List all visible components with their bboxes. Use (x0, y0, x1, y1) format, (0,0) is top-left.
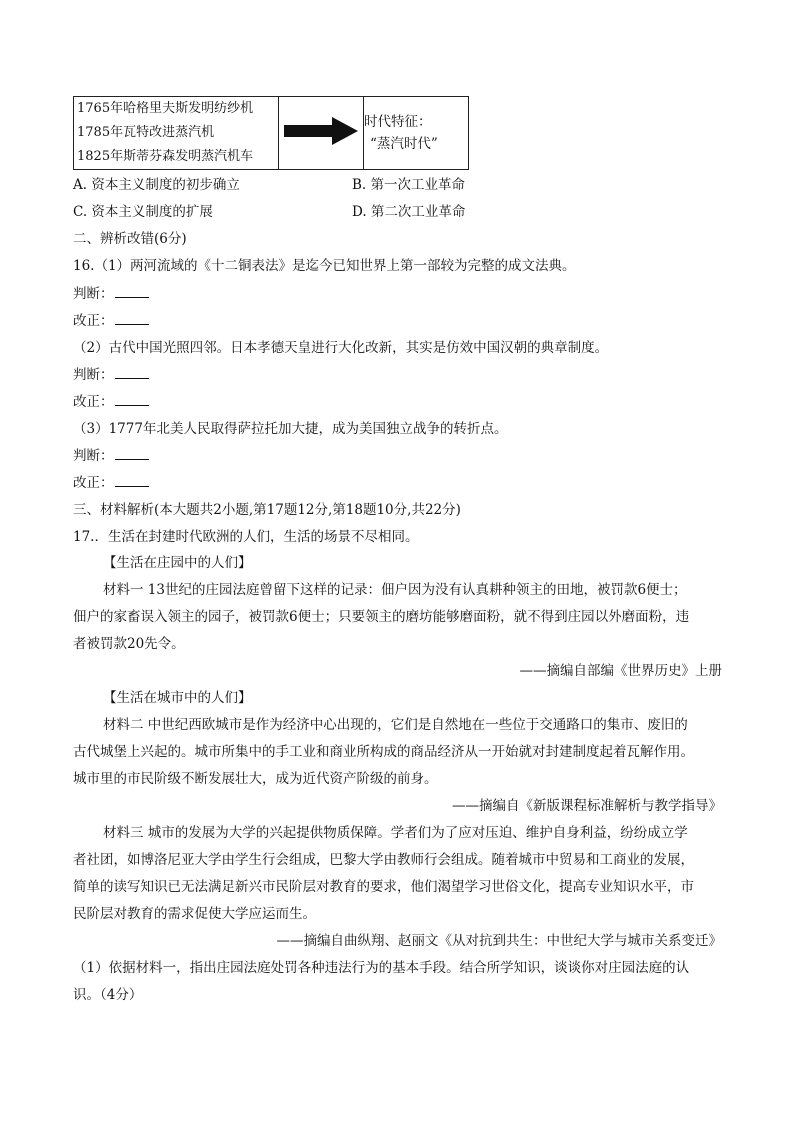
answer-blank[interactable] (115, 473, 149, 487)
event-line: 1825年斯蒂芬森发明蒸汽机车 (77, 149, 254, 164)
option-a: A. 资本主义制度的初步确立 (73, 177, 240, 193)
judge-label: 判断： (73, 448, 114, 464)
question-16-3: （3）1777年北美人民取得萨拉托加大捷，成为美国独立战争的转折点。 (73, 421, 508, 437)
feature-label: 时代特征： (364, 114, 432, 130)
correct-line-3 (73, 473, 149, 493)
question-17-1: （1）依据材料一，指出庄园法庭处罚各种违法行为的基本手段。结合所学知识，谈谈你对庄园法庭的认 (73, 960, 690, 976)
material-3-line: 民阶层对教育的需求促使大学应运而生。 (73, 906, 316, 922)
subsection-title-city: 【生活在城市中的人们】 (103, 690, 252, 706)
material-2-line: 材料二 中世纪西欧城市是作为经济中心出现的，它们是自然地在一些位于交通路口的集市、废旧的 (103, 717, 688, 733)
question-16-1: 16.（1）两河流域的《十二铜表法》是迄今已知世界上第一部较为完整的成文法典。 (73, 258, 576, 274)
section3-heading (73, 500, 461, 520)
option-b: B. 第一次工业革命 (352, 177, 466, 193)
feature-cell (364, 97, 469, 170)
subsection-title-manor: 【生活在庄园中的人们】 (103, 555, 252, 571)
feature-value: “蒸汽时代” (370, 136, 438, 152)
correct-line-2 (73, 392, 149, 412)
section3-heading-text: 三、材料解析(本大题共2小题,第17题12分,第18题10分,共22分) (73, 502, 461, 518)
answer-blank[interactable] (115, 284, 149, 298)
option-c: C. 资本主义制度的扩展 (73, 204, 213, 220)
option-d: D. 第二次工业革命 (352, 204, 466, 220)
events-cell (74, 97, 279, 170)
correct-label: 改正： (73, 475, 114, 491)
material-1-line: 者被罚款20先令。 (73, 636, 185, 652)
material-3-line: 者社团，如博洛尼亚大学由学生行会组成，巴黎大学由教师行会组成。随着城市中贸易和工商业的发展， (73, 852, 694, 868)
answer-blank[interactable] (115, 446, 149, 460)
material-2-line: 城市里的市民阶级不断发展壮大，成为近代资产阶级的前身。 (73, 771, 438, 787)
material-3-source: ——摘编自曲纵翔、赵丽文《从对抗到共生：中世纪大学与城市关系变迁》 (276, 933, 722, 949)
judge-line-2 (73, 365, 149, 385)
answer-blank[interactable] (115, 365, 149, 379)
question-16-2: （2）古代中国光照四邻。日本孝德天皇进行大化改新，其实是仿效中国汉朝的典章制度。 (73, 340, 609, 356)
event-line: 1785年瓦特改进蒸汽机 (77, 125, 215, 140)
right-arrow-icon (282, 116, 360, 146)
answer-blank[interactable] (115, 311, 149, 325)
judge-label: 判断： (73, 286, 114, 302)
material-2-source: ——摘编自《新版课程标准解析与教学指导》 (452, 798, 722, 814)
material-3-line: 材料三 城市的发展为大学的兴起提供物质保障。学者们为了应对压迫、维护自身利益，纷纷成立学 (103, 825, 688, 841)
judge-line-3 (73, 446, 149, 466)
event-line: 1765年哈格里夫斯发明纺纱机 (77, 101, 254, 116)
material-1-source: ——摘编自部编《世界历史》上册 (519, 663, 722, 679)
judge-line-1 (73, 284, 149, 304)
question-17-intro: 17.．生活在封建时代欧洲的人们，生活的场景不尽相同。 (73, 529, 419, 545)
arrow-cell (279, 97, 364, 170)
timeline-table (73, 96, 469, 170)
judge-label: 判断： (73, 367, 114, 383)
material-3-line: 简单的读写知识已无法满足新兴市民阶层对教育的要求，他们渴望学习世俗文化，提高专业知识水平，市 (73, 879, 694, 895)
correct-label: 改正： (73, 313, 114, 329)
material-2-line: 古代城堡上兴起的。城市所集中的手工业和商业所构成的商品经济从一开始就对封建制度起着瓦解作用。 (73, 744, 694, 760)
correct-label: 改正： (73, 394, 114, 410)
material-1-line: 佃户的家畜误入领主的园子，被罚款6便士；只要领主的磨坊能够磨面粉，就不得到庄园以外磨面粉，违 (73, 609, 690, 625)
question-17-1-cont: 识。（4分） (73, 987, 143, 1003)
section2-heading: 二、辨析改错(6分) (73, 231, 187, 247)
answer-blank[interactable] (115, 392, 149, 406)
correct-line-1 (73, 311, 149, 331)
material-1-line: 材料一 13世纪的庄园法庭曾留下这样的记录：佃户因为没有认真耕种领主的田地，被罚款6便士； (103, 582, 687, 598)
